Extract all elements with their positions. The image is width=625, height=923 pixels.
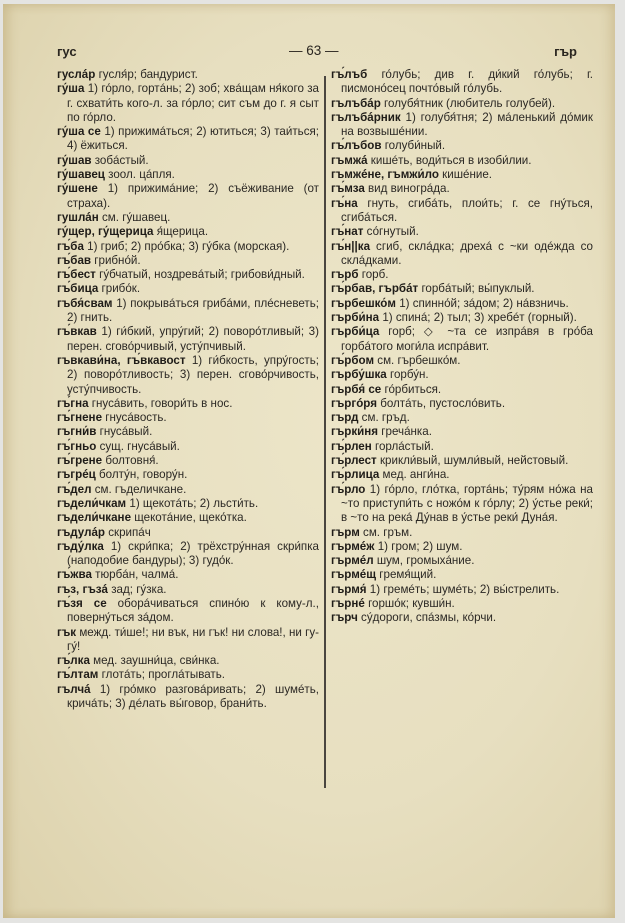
headword: гърки́ня xyxy=(331,425,379,439)
headword: гъ́грене xyxy=(57,454,103,468)
dictionary-entry xyxy=(331,540,593,554)
headword: гъ́дел xyxy=(57,482,92,496)
definition: горб; ◇ ~та се изпрáвя в гро́ба горбáтого моги́ла испрáвит. xyxy=(341,325,593,353)
dictionary-entry xyxy=(331,454,593,468)
dictionary-entry xyxy=(57,82,319,125)
dictionary-entry xyxy=(57,125,319,154)
dictionary-entry xyxy=(331,240,593,269)
definition: горбáтый; вы́пуклый. xyxy=(421,282,535,296)
headword: гъргóря xyxy=(331,396,377,410)
dictionary-entry xyxy=(57,425,319,439)
definition: 1) ги́бкий, упру́гий; 2) поворо́тливый; 3) перен. сгово́рчивый, усту́пчивый. xyxy=(67,325,319,353)
left-column xyxy=(57,68,319,711)
dictionary-entry xyxy=(57,225,319,239)
definition: гнусáвость. xyxy=(105,411,167,425)
headword: гъ́на xyxy=(331,196,358,210)
definition: 1) щекотáть; 2) льсти́ть. xyxy=(129,496,259,510)
headword: гърб xyxy=(331,268,359,282)
definition: грибно́й. xyxy=(94,253,141,267)
headword: гърбя́ се xyxy=(331,382,382,396)
definition: 1) гриб; 2) про́бка; 3) гу́бка (морская). xyxy=(87,239,290,253)
headword: гу́шав xyxy=(57,153,92,167)
headword: гъ́нат xyxy=(331,225,364,239)
headword: гърби́ца xyxy=(331,325,380,339)
definition: гусля́р; бандурист. xyxy=(98,68,198,81)
definition: я́щерица. xyxy=(156,225,209,239)
headword: гърбу́шка xyxy=(331,368,387,382)
definition: 1) го́рло, гло́тка, гортáнь; ту́рям но́жа на ~то приступи́ть с ножо́м к го́рлу; 2) у́стье реки́; в ~то на рекá Ду́нав в у́стье реки́ Дунáя. xyxy=(341,482,593,525)
definition: зобáстый. xyxy=(94,153,149,167)
headword: гу́щер, гу́щерица xyxy=(57,225,154,239)
definition: крикли́вый, шумли́вый, нейстовый. xyxy=(379,454,569,468)
headword: гъвкави́на, гъ́вкавост xyxy=(57,353,186,367)
definition: вид виногрáда. xyxy=(368,182,450,196)
headword: гу́шене xyxy=(57,182,98,196)
definition: гнусáвый. xyxy=(99,425,153,439)
dictionary-entry xyxy=(57,668,319,682)
definition: гу́бчатый, ноздревáтый; грибови́дный. xyxy=(99,268,305,282)
dictionary-entry xyxy=(331,554,593,568)
dictionary-entry xyxy=(331,197,593,226)
headword: гъз, гъзá xyxy=(57,582,108,596)
dictionary-entry xyxy=(57,254,319,268)
headword: гъ́лка xyxy=(57,654,90,668)
dictionary-entry xyxy=(331,311,593,325)
definition: горб. xyxy=(361,268,389,282)
definition: 1) скри́пка; 2) трёхстру́нная скри́пка (наподобие бандуры); 3) гудо́к. xyxy=(67,539,319,568)
definition: су́дороги, спáзмы, ко́рчи. xyxy=(361,611,497,625)
dictionary-entry xyxy=(57,297,319,326)
definition: мед. анги́на. xyxy=(382,468,450,482)
definition: 1) прижимáние; 2) съёживание (от страха). xyxy=(67,182,319,210)
definition: кишéть, води́ться в изоби́лии. xyxy=(370,153,532,167)
dictionary-entry xyxy=(57,282,319,296)
headword: гъгни́в xyxy=(57,425,97,439)
headword: гъ́лтам xyxy=(57,668,99,682)
headword: гърнé xyxy=(331,596,365,610)
dictionary-entry xyxy=(57,483,319,497)
definition: сгиб, склáдка; дрехá с ~ки одéжда со склáдками. xyxy=(341,239,593,267)
definition: гнуть, сгибáть, плои́ть; г. се гну́ться, сгибáться. xyxy=(341,196,593,224)
definition: скрипáч xyxy=(108,525,151,539)
dictionary-entry xyxy=(331,411,593,425)
dictionary-entry xyxy=(57,397,319,411)
headword: гъмжá xyxy=(331,153,368,167)
dictionary-entry xyxy=(331,425,593,439)
definition: кишéние. xyxy=(442,168,493,182)
dictionary-entry xyxy=(57,325,319,354)
definition: глотáть; проглáтывать. xyxy=(101,668,226,682)
definition: го́лубь; див г. ди́кий го́лубь; г. писмоно́сец почто́вый го́лубь. xyxy=(341,68,593,96)
definition: 1) спинá; 2) тыл; 3) хребéт (горный). xyxy=(382,311,577,325)
column-divider xyxy=(324,76,326,788)
definition: см. гръм. xyxy=(363,525,413,539)
headword: гърмя́ xyxy=(331,582,367,596)
dictionary-entry xyxy=(331,468,593,482)
dictionary-entry xyxy=(331,354,593,368)
headword: гърч xyxy=(331,611,358,625)
dictionary-entry xyxy=(57,568,319,582)
headword: гърбешко́м xyxy=(331,296,396,310)
dictionary-entry xyxy=(57,411,319,425)
definition: см. гърбешко́м. xyxy=(377,353,461,367)
headword: гъ́лъбов xyxy=(331,139,382,153)
headword: гу́ша се xyxy=(57,125,101,139)
definition: 1) спинно́й; зáдом; 2) нáвзничь. xyxy=(399,296,569,310)
dictionary-entry xyxy=(57,211,319,225)
dictionary-entry xyxy=(57,497,319,511)
definition: 1) гремéть; шумéть; 2) вы́стрелить. xyxy=(369,582,560,596)
definition: гречáнка. xyxy=(381,425,432,439)
headword: гу́шавец xyxy=(57,168,105,182)
headword: гъ́рлен xyxy=(331,439,372,453)
definition: болтáть, пустосло́вить. xyxy=(380,396,506,410)
headword: гъ́вкав xyxy=(57,325,97,339)
definition: зад; гу́зка. xyxy=(111,582,167,596)
headword: гълъбáр xyxy=(331,96,381,110)
dictionary-entry xyxy=(57,354,319,397)
headword: гъ́рбом xyxy=(331,353,375,367)
definition: зоол. цáпля. xyxy=(108,168,175,182)
dictionary-entry xyxy=(57,683,319,712)
dictionary-entry xyxy=(331,597,593,611)
headword: гъгрéц xyxy=(57,468,96,482)
headword: гъ́гнене xyxy=(57,411,103,425)
headword: гърд xyxy=(331,411,359,425)
dictionary-page xyxy=(3,4,615,918)
headword: гъбя́свам xyxy=(57,296,113,310)
headword: гуслáр xyxy=(57,68,96,81)
definition: гнусáвить, говори́ть в нос. xyxy=(91,396,233,410)
dictionary-entry xyxy=(331,325,593,354)
headword: гъдулáр xyxy=(57,525,105,539)
dictionary-entry xyxy=(331,111,593,140)
dictionary-entry xyxy=(57,526,319,540)
headword: гърм xyxy=(331,525,360,539)
headword: гъ́н||ка xyxy=(331,239,371,253)
definition: щекотáние, щеко́тка. xyxy=(134,511,247,525)
dictionary-entry xyxy=(331,168,593,182)
definition: сущ. гнусáвый. xyxy=(99,439,180,453)
definition: болтовня́. xyxy=(105,454,159,468)
headword: гъ́зя се xyxy=(57,596,107,610)
dictionary-entry xyxy=(57,182,319,211)
dictionary-entry xyxy=(57,597,319,626)
definition: 1) покрывáться грибáми, плéсневеть; 2) гнить. xyxy=(67,296,319,325)
headword: гъ́жва xyxy=(57,568,92,582)
definition: 1) прижимáться; 2) ютиться; 3) таи́ться; 4) ёжиться. xyxy=(67,125,319,153)
headword: гъ́лъб xyxy=(331,68,368,81)
dictionary-entry xyxy=(331,611,593,625)
headword: гърмéж xyxy=(331,539,375,553)
headword: гъ́рлест xyxy=(331,454,377,468)
dictionary-entry xyxy=(331,368,593,382)
dictionary-entry xyxy=(331,297,593,311)
headword: гъ́бест xyxy=(57,268,96,282)
headword: гъдели́чкане xyxy=(57,511,132,525)
dictionary-entry xyxy=(57,168,319,182)
dictionary-entry xyxy=(331,182,593,196)
definition: тюрбáн, чалмá. xyxy=(95,568,179,582)
definition: со́гнутый. xyxy=(366,225,419,239)
page-header xyxy=(57,44,577,60)
dictionary-entry xyxy=(57,654,319,668)
definition: грибо́к. xyxy=(101,282,141,296)
headword: гъ́бав xyxy=(57,253,92,267)
definition: горлáстый. xyxy=(374,439,434,453)
dictionary-entry xyxy=(57,511,319,525)
dictionary-entry xyxy=(331,97,593,111)
headword: гърмéл xyxy=(331,554,374,568)
headword: гъмжéне, гъмжи́ло xyxy=(331,168,439,182)
dictionary-entry xyxy=(57,240,319,254)
headword: гу́ша xyxy=(57,82,85,96)
headword: гък xyxy=(57,625,77,639)
dictionary-entry xyxy=(331,440,593,454)
dictionary-entry xyxy=(331,483,593,526)
dictionary-entry xyxy=(57,626,319,655)
dictionary-entry xyxy=(331,268,593,282)
headword: гъду́лка xyxy=(57,539,104,553)
dictionary-entry xyxy=(57,268,319,282)
dictionary-entry xyxy=(331,282,593,296)
definition: болту́н, говору́н. xyxy=(99,468,188,482)
definition: го́рбиться. xyxy=(384,382,442,396)
dictionary-entry xyxy=(331,568,593,582)
dictionary-entry xyxy=(57,154,319,168)
definition: см. гу́шавец. xyxy=(102,210,171,224)
dictionary-entry xyxy=(331,526,593,540)
headword: гъ́мза xyxy=(331,182,365,196)
definition: голуби́ный. xyxy=(384,139,446,153)
headword: гърби́на xyxy=(331,311,380,325)
headword: гъ́гна xyxy=(57,396,89,410)
dictionary-entry xyxy=(57,468,319,482)
dictionary-entry xyxy=(331,583,593,597)
definition: горбу́н. xyxy=(389,368,429,382)
definition: межд. ти́ше!; ни вък, ни гък! ни слова!, ни гу-гу́! xyxy=(67,625,319,653)
definition: оборáчиваться спино́ю к кому-л., поверну́ться зáдом. xyxy=(67,596,319,625)
dictionary-entry xyxy=(57,454,319,468)
dictionary-entry xyxy=(331,397,593,411)
headword: гълчá xyxy=(57,682,91,696)
dictionary-entry xyxy=(57,540,319,569)
dictionary-entry xyxy=(331,225,593,239)
headword: гъ́гньо xyxy=(57,439,97,453)
definition: 1) го́рло, гортáнь; 2) зоб; хвáщам ня́кого за г. схвати́ть кого-л. за го́рло; сит съм до г. я сыт по го́рло. xyxy=(67,82,319,124)
headword: гълъбáрник xyxy=(331,110,401,124)
dictionary-entry xyxy=(57,68,319,82)
dictionary-entry xyxy=(331,139,593,153)
definition: горшо́к; кувши́н. xyxy=(368,596,455,610)
headword: гушлáн xyxy=(57,210,99,224)
definition: голубя́тник (любитель голубей). xyxy=(384,96,556,110)
dictionary-entry xyxy=(57,440,319,454)
definition: мед. заушни́ца, сви́нка. xyxy=(93,654,220,668)
dictionary-entry xyxy=(331,383,593,397)
headword: гърмéщ xyxy=(331,568,377,582)
dictionary-entry xyxy=(331,68,593,97)
dictionary-entry xyxy=(331,154,593,168)
definition: см. гъделичкане. xyxy=(94,482,187,496)
headword: гъ́ба xyxy=(57,239,84,253)
definition: 1) ги́бкость, упру́гость; 2) поворо́тливость; 3) перен. сгово́рчивость, усту́пчивость. xyxy=(67,353,319,396)
dictionary-entry xyxy=(57,583,319,597)
left-guide-word: гус xyxy=(57,44,77,59)
definition: 1) гро́мко разговáривать; 2) шумéть, кричáть; 3) дéлать вы́говор, брани́ть. xyxy=(67,682,319,711)
right-column xyxy=(331,68,593,626)
definition: шум, громыхáние. xyxy=(376,554,475,568)
headword: гъ́рло xyxy=(331,482,366,496)
definition: см. гръд. xyxy=(361,411,410,425)
page-number: — 63 — xyxy=(289,43,339,58)
definition: 1) гром; 2) шум. xyxy=(377,539,463,553)
headword: гъ́рлица xyxy=(331,468,380,482)
definition: 1) голубя́тня; 2) мáленький до́мик на возвышéнии. xyxy=(341,110,593,139)
definition: гремя́щий. xyxy=(379,568,437,582)
headword: гъдели́чкам xyxy=(57,496,127,510)
headword: гъ́рбав, гърбáт xyxy=(331,282,419,296)
headword: гъ́бица xyxy=(57,282,99,296)
right-guide-word: гър xyxy=(554,44,577,59)
